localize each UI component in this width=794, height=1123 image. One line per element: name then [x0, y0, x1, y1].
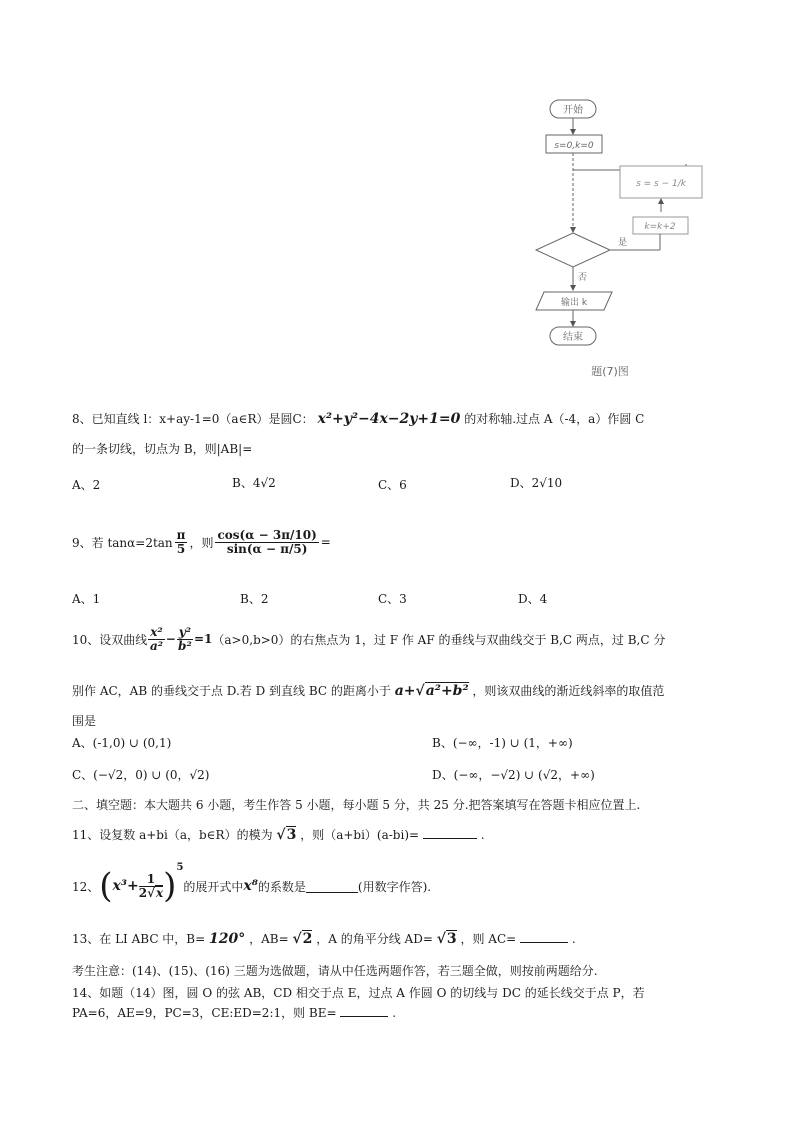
q10-prefix: 10、设双曲线 [72, 632, 148, 647]
q12-mid: 的展开式中 [183, 879, 244, 894]
q11-text-a: 11、设复数 a+bi（a，b∈R）的模为 [72, 828, 273, 842]
q11-modulus: √3 [276, 827, 297, 843]
q10-condition: （a>0,b>0）的右焦点为 1，过 F 作 AF 的垂线与双曲线交于 B,C 两点，过 B,C 分 [212, 632, 666, 647]
q8-option-c: C、6 [378, 478, 407, 492]
q14-line2 [72, 1004, 396, 1021]
q14-line1: 14、如题（14）图，圆 O 的弦 AB，CD 相交于点 E，过点 A 作圆 O 的切线与 DC 的延长线交于点 P，若 [72, 986, 645, 1000]
q10-option-b: B、(−∞，-1) ∪ (1，+∞) [432, 736, 573, 750]
q8-option-b: B、4√2 [232, 476, 276, 490]
q9-suffix: = [320, 535, 331, 549]
q12-left-paren: ( [99, 866, 113, 906]
decision-node [536, 233, 610, 267]
q14-end: . [392, 1006, 397, 1020]
q9-option-a: A、1 [72, 592, 101, 606]
q11-answer-blank[interactable] [423, 838, 477, 839]
q10-line3: 围是 [72, 714, 97, 728]
q12-x-cubed: x³+ [112, 878, 139, 894]
figure-caption: 题(7)图 [591, 365, 629, 378]
section-2-heading: 二、填空题：本大题共 6 小题，考生作答 5 小题，每小题 5 分，共 25 分.把答案填写在答题卡相应位置上. [72, 798, 641, 812]
q13-text-c: ，A 的角平分线 AD= [316, 932, 433, 946]
q14-answer-blank[interactable] [340, 1016, 388, 1017]
q12-fraction: $\frac{1}{2√x}$ [138, 871, 164, 900]
q10-option-c: C、(−√2，0) ∪ (0，√2) [72, 768, 210, 782]
flowchart-figure [528, 92, 718, 384]
q8-line1 [72, 410, 644, 427]
q12-suffix: 的系数是 [257, 879, 306, 894]
elective-note: 考生注意：(14)、(15)、(16) 三题为选做题，请从中任选两题作答，若三题全做，则按前两题给分. [72, 964, 598, 978]
q13-text-a: 13、在 LI ABC 中，B= [72, 932, 206, 946]
q12-right-paren: ) [163, 866, 177, 906]
end-label: 结束 [563, 332, 583, 343]
q10-line2 [72, 682, 664, 699]
q8-text-b: 的对称轴.过点 A（-4，a）作圆 C [464, 412, 645, 426]
q9-numerator: cos(α − 3π/10) [217, 527, 317, 542]
q12-question: 12、 ( x³+ $\frac{1}{2√x}$ ) 5 的展开式中 x⁸ 的系数是 (用数字作答). [72, 862, 432, 906]
q11-text-b: ，则（a+bi）(a-bi)= [300, 828, 420, 842]
q10-line2-a: 别作 AC，AB 的垂线交于点 D.若 D 到直线 BC 的距离小于 [72, 684, 391, 698]
q9-option-b: B、2 [240, 592, 269, 606]
q8-circle-equation: x²+y²−4x−2y+1=0 [317, 411, 461, 427]
yes-label: 是 [618, 238, 628, 248]
q9-prefix: 9、若 tanα=2tan [72, 535, 173, 550]
update-s-label: s = s − 1/k [636, 179, 686, 189]
q8-line2: 的一条切线，切点为 B，则|AB|= [72, 442, 253, 456]
q9-pi-over-5: $\frac{\pi}{5}$ [176, 527, 186, 556]
q10-x-frac: $\frac{\text{x²}}{\text{a²}}$ [149, 624, 163, 653]
q13-angle: 120° [209, 931, 246, 947]
q10-y-frac: $\frac{\text{y²}}{\text{b²}}$ [178, 624, 192, 653]
q10-option-d: D、(−∞，−√2) ∪ (√2，+∞) [432, 768, 595, 782]
q9-fraction [215, 529, 318, 555]
q11-text-c: . [480, 828, 485, 842]
q12-tail: (用数字作答). [357, 879, 432, 894]
init-label: s=0,k=0 [554, 141, 594, 151]
q10-line1: 10、设双曲线 $\frac{\text{x²}}{\text{a²}}$ − $\frac{\text{y²}}{\text{b²}}$ =1 （a>0,b>0）的右焦点为 1，过 F 作 AF 的垂线与双曲线交于 B,C 两点，过 B,C 分 [72, 624, 666, 653]
update-k-label: k=k+2 [644, 222, 676, 232]
q9-question [72, 506, 331, 578]
q12-prefix: 12、 [72, 879, 100, 894]
q13-question: 13、在 LI ABC 中，B= 120° ，AB= √2 ，A 的角平分线 AD= √3 ，则 AC= . [72, 931, 576, 947]
q11-question [72, 826, 485, 843]
q9-denominator: sin(α − π/5) [226, 541, 308, 556]
output-label: 输出 k [560, 298, 588, 308]
q10-option-a: A、(-1,0) ∪ (0,1) [72, 736, 172, 750]
q8-text-a: 8、已知直线 l：x+ay-1=0（a∈R）是圆C： [72, 412, 314, 426]
q13-answer-blank[interactable] [520, 942, 568, 943]
q9-option-c: C、3 [378, 592, 407, 606]
q14-line2-text: PA=6，AE=9，PC=3，CE:ED=2:1，则 BE= [72, 1006, 337, 1020]
q13-text-d: ，则 AC= [460, 932, 517, 946]
q12-answer-blank[interactable] [306, 892, 358, 893]
q8-option-a: A、2 [72, 478, 101, 492]
q12-term: x⁸ [243, 878, 258, 894]
q10-line2-b: ，则该双曲线的渐近线斜率的取值范 [472, 684, 665, 698]
q9-option-d: D、4 [518, 592, 548, 606]
start-label: 开始 [563, 105, 583, 116]
q10-distance-expr: a+√a²+b² [394, 683, 469, 699]
q9-mid: ，则 [189, 535, 214, 550]
q13-text-e: . [571, 932, 576, 946]
q13-text-b: ，AB= [249, 932, 289, 946]
no-label: 否 [578, 273, 588, 283]
q8-option-d: D、2√10 [510, 476, 563, 490]
